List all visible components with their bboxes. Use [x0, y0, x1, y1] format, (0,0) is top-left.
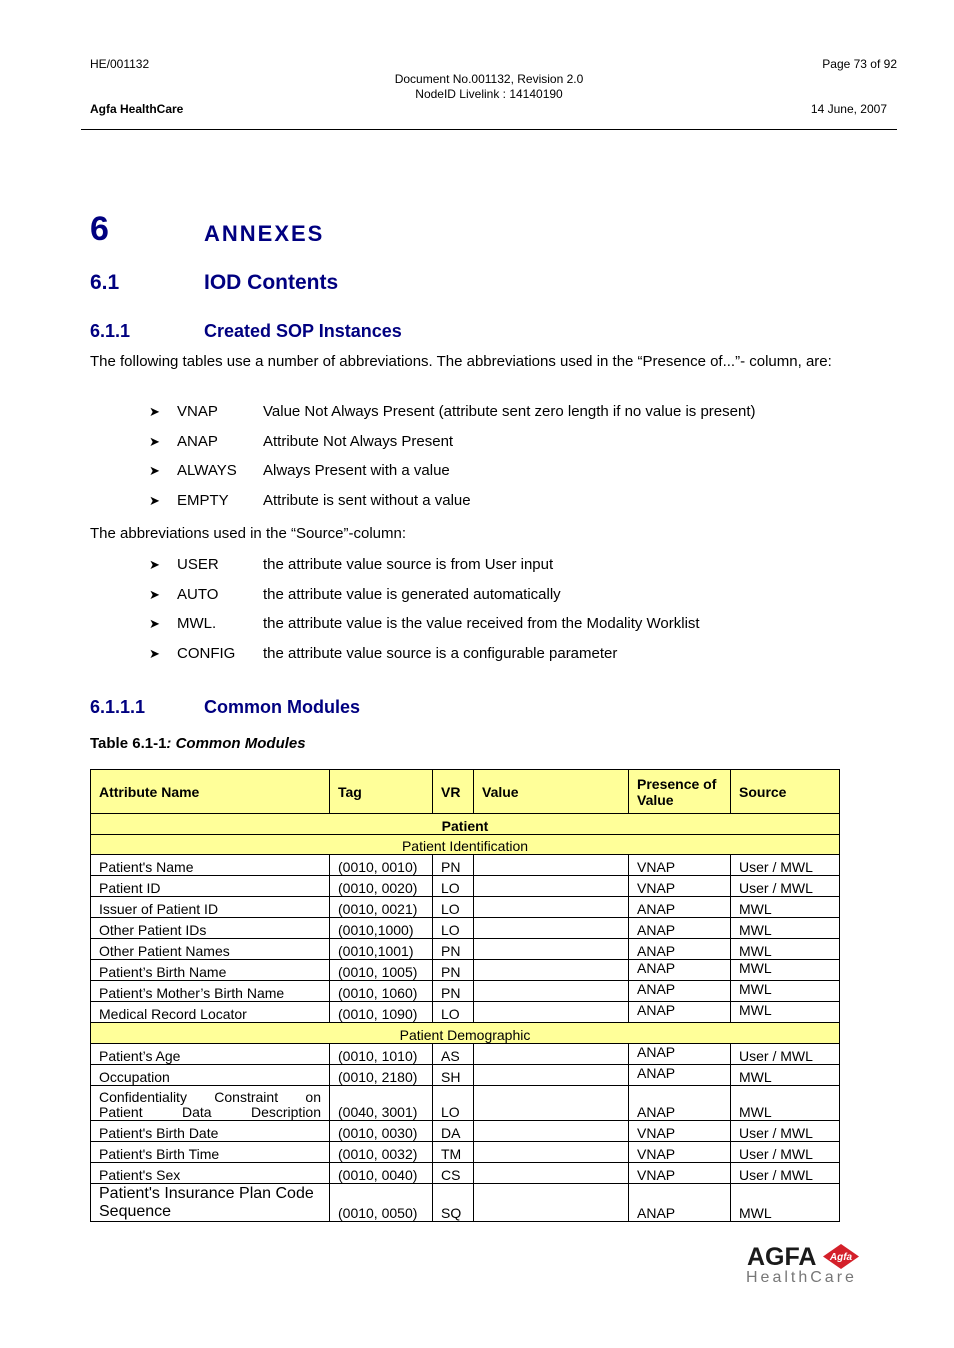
- table-row: Other Patient IDs (0010,1000) LO ANAP MWL: [91, 918, 840, 939]
- table-row: Patient’s Age (0010, 1010) AS ANAP User / MWL: [91, 1044, 840, 1065]
- table-row: Patient’s Mother’s Birth Name (0010, 1060) PN ANAP MWL: [91, 981, 840, 1002]
- table-row: Patient's Insurance Plan Code Sequence (0010, 0050) SQ ANAP MWL: [91, 1184, 840, 1222]
- table-header-row: [91, 770, 840, 814]
- heading-4-title: Common Modules: [204, 697, 360, 717]
- doc-number: Document No.001132, Revision 2.0: [394, 72, 584, 86]
- heading-4-number: 6.1.1.1: [90, 697, 146, 717]
- col-header-value: Value: [474, 770, 629, 814]
- subsubsection-number: 6.1.1: [90, 321, 131, 341]
- col-header-vr: VR: [433, 770, 474, 814]
- common-modules-table: [90, 769, 840, 1222]
- subsubsection-title: Created SOP Instances: [204, 321, 402, 341]
- table-row: Patient's Sex (0010, 0040) CS VNAP User / MWL: [91, 1163, 840, 1184]
- col-header-tag: Tag: [330, 770, 433, 814]
- doc-ref: HE/001132: [90, 57, 150, 71]
- table-row: Medical Record Locator (0010, 1090) LO ANAP MWL: [91, 1002, 840, 1023]
- arrow-bullet-icon: ➤: [149, 434, 160, 449]
- table-row: Patient's Name (0010, 0010) PN VNAP User / MWL: [91, 855, 840, 876]
- node-id: NodeID Livelink : 14140190: [415, 87, 563, 101]
- section-title: ANNEXES: [204, 221, 325, 246]
- page-number: Page 73 of 92: [822, 57, 897, 71]
- logo-sub-text: HealthCare: [746, 1269, 857, 1286]
- arrow-bullet-icon: ➤: [149, 404, 160, 419]
- subgroup-row-identification: Patient Identification: [91, 835, 840, 855]
- table-row: Patient ID (0010, 0020) LO VNAP User / MWL: [91, 876, 840, 897]
- arrow-bullet-icon: ➤: [149, 587, 160, 602]
- table-row: Patient's Birth Time (0010, 0032) TM VNAP User / MWL: [91, 1142, 840, 1163]
- col-header-presence: Presence of Value: [629, 770, 731, 814]
- section-number: 6: [90, 210, 109, 248]
- table-row: Occupation (0010, 2180) SH ANAP MWL: [91, 1065, 840, 1086]
- table-row: Patient’s Birth Name (0010, 1005) PN ANAP MWL: [91, 960, 840, 981]
- subsection-title: IOD Contents: [204, 271, 339, 294]
- table-row: Other Patient Names (0010,1001) PN ANAP MWL: [91, 939, 840, 960]
- source-intro: The abbreviations used in the “Source”-column:: [90, 525, 406, 542]
- intro-paragraph: The following tables use a number of abbreviations. The abbreviations used in the “Presence of...”- column, are:: [90, 353, 832, 370]
- company-name: Agfa HealthCare: [90, 102, 184, 116]
- arrow-bullet-icon: ➤: [149, 463, 160, 478]
- logo-brand-text: AGFA: [747, 1243, 817, 1271]
- arrow-bullet-icon: ➤: [149, 616, 160, 631]
- svg-text:Agfa: Agfa: [829, 1252, 853, 1263]
- group-row-patient: Patient: [91, 814, 840, 835]
- header-rule: [81, 129, 897, 130]
- arrow-bullet-icon: ➤: [149, 557, 160, 572]
- subgroup-row-demographic: Patient Demographic: [91, 1023, 840, 1044]
- col-header-attribute: Attribute Name: [91, 770, 330, 814]
- table-row: Patient's Birth Date (0010, 0030) DA VNAP User / MWL: [91, 1121, 840, 1142]
- table-caption: Table 6.1-1: Common Modules: [90, 735, 306, 752]
- doc-date: 14 June, 2007: [810, 102, 887, 116]
- agfa-rhombus-icon: [822, 1243, 860, 1270]
- agfa-healthcare-logo: [745, 1243, 865, 1288]
- col-header-source: Source: [731, 770, 840, 814]
- arrow-bullet-icon: ➤: [149, 646, 160, 661]
- subsection-number: 6.1: [90, 271, 120, 294]
- table-row: Issuer of Patient ID (0010, 0021) LO ANAP MWL: [91, 897, 840, 918]
- table-row: Confidentiality Constraint on Patient Data Description (0040, 3001) LO ANAP MWL: [91, 1086, 840, 1121]
- arrow-bullet-icon: ➤: [149, 493, 160, 508]
